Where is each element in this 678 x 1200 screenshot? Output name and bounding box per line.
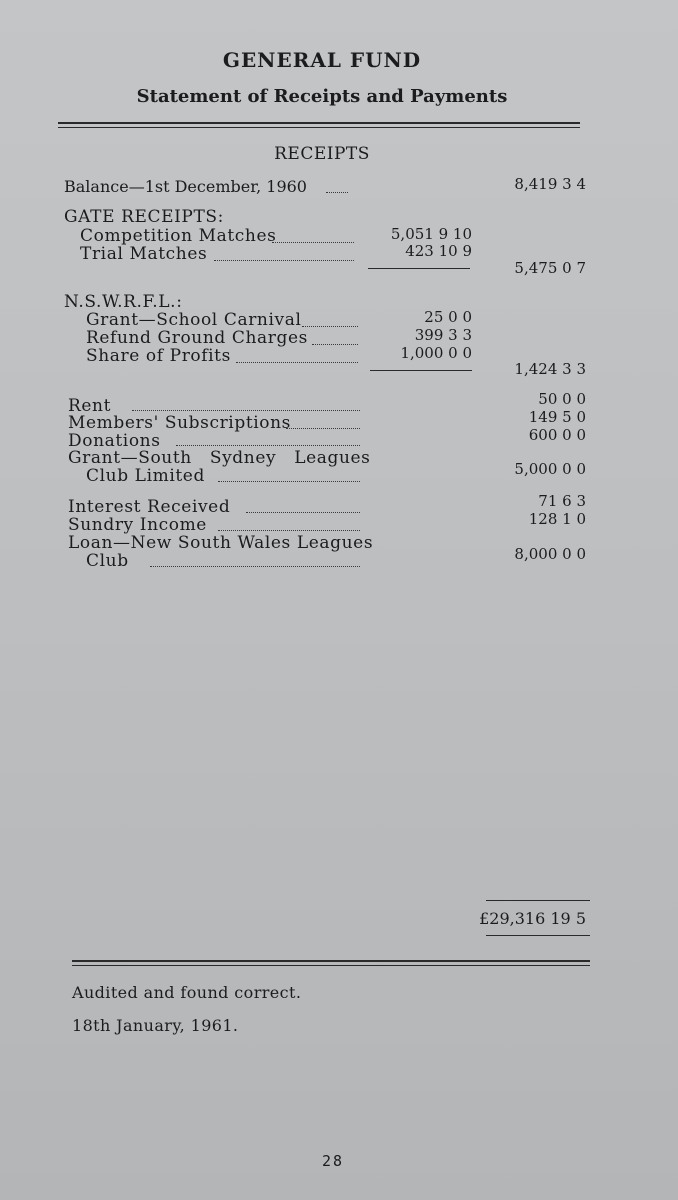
bottom-double-rule-lower [72, 965, 590, 966]
subtotal-rule [370, 370, 472, 371]
leader-dots [176, 445, 360, 446]
interest-received-amount: 71 6 3 [538, 492, 586, 510]
grand-total-rule-top [486, 900, 590, 901]
grant-south-sydney-label: Grant—South Sydney Leagues [68, 448, 371, 468]
rent-label: Rent [68, 396, 112, 416]
interest-received-label: Interest Received [68, 497, 231, 517]
rent-amount: 50 0 0 [538, 390, 586, 408]
donations-amount: 600 0 0 [528, 426, 586, 444]
fund-heading: GENERAL FUND [222, 48, 422, 72]
leader-dots [312, 344, 358, 345]
members-subscriptions-label: Members' Subscriptions [68, 413, 292, 433]
leader-dots [150, 566, 360, 567]
leader-dots [302, 326, 358, 327]
school-carnival-amount: 25 0 0 [424, 308, 472, 326]
sundry-income-label: Sundry Income [68, 515, 207, 535]
leader-dots [214, 260, 354, 261]
grant-south-sydney-amount: 5,000 0 0 [514, 460, 586, 478]
gate-receipts-total: 5,475 0 7 [514, 259, 586, 277]
leader-dots [218, 530, 360, 531]
leader-dots [326, 192, 348, 193]
nswrfl-heading: N.S.W.R.F.L.: [64, 292, 183, 312]
balance-label: Balance—1st December, 1960 [64, 177, 307, 196]
gate-receipts-heading: GATE RECEIPTS: [64, 207, 224, 227]
trial-matches-label: Trial Matches [80, 244, 208, 264]
grant-south-sydney-label-cont: Club Limited [86, 466, 205, 486]
subtotal-rule [368, 268, 470, 269]
loan-leagues-club-label: Loan—New South Wales Leagues [68, 533, 374, 553]
audit-note: Audited and found correct. [72, 983, 302, 1002]
top-double-rule-lower [58, 127, 580, 128]
loan-leagues-club-amount: 8,000 0 0 [514, 545, 586, 563]
grand-total-rule-bottom [486, 935, 590, 936]
leader-dots [272, 242, 354, 243]
trial-matches-amount: 423 10 9 [405, 242, 472, 260]
share-of-profits-label: Share of Profits [86, 346, 231, 366]
leader-dots [286, 428, 360, 429]
audit-date: 18th January, 1961. [72, 1016, 239, 1035]
competition-matches-amount: 5,051 9 10 [390, 225, 472, 243]
donations-label: Donations [68, 431, 161, 451]
refund-ground-charges-amount: 399 3 3 [414, 326, 472, 344]
receipts-section-title: RECEIPTS [274, 144, 370, 164]
share-of-profits-amount: 1,000 0 0 [400, 344, 472, 362]
leader-dots [218, 481, 360, 482]
school-carnival-label: Grant—School Carnival [86, 310, 302, 330]
leader-dots [236, 362, 358, 363]
top-double-rule [58, 122, 580, 124]
bottom-double-rule [72, 960, 590, 962]
nswrfl-total: 1,424 3 3 [514, 360, 586, 378]
refund-ground-charges-label: Refund Ground Charges [86, 328, 308, 348]
page-number: 28 [322, 1152, 345, 1170]
loan-leagues-club-label-cont: Club [86, 551, 129, 571]
leader-dots [132, 410, 360, 411]
leader-dots [246, 512, 360, 513]
sundry-income-amount: 128 1 0 [528, 510, 586, 528]
statement-subheading: Statement of Receipts and Payments [136, 86, 508, 107]
grand-total: £29,316 19 5 [479, 909, 586, 928]
competition-matches-label: Competition Matches [80, 226, 277, 246]
members-subscriptions-amount: 149 5 0 [528, 408, 586, 426]
balance-total: 8,419 3 4 [514, 175, 586, 193]
